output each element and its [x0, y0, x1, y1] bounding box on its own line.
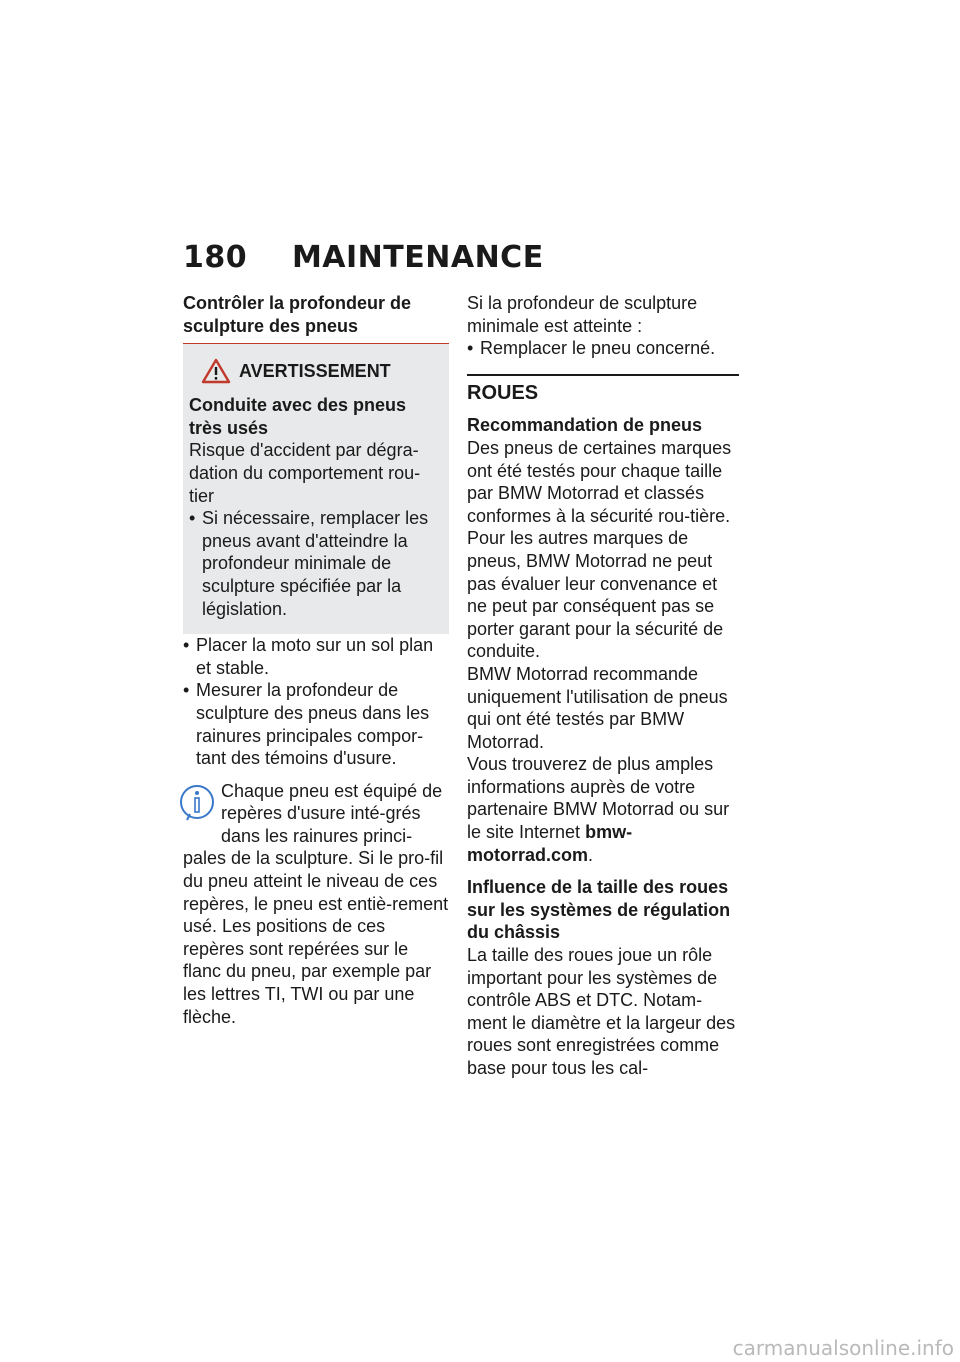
website-link[interactable]: bmw-motorrad.com: [467, 822, 633, 865]
paragraph: Des pneus de certaines marques ont été testés pour chaque taille par BMW Motorrad et classés conformes à la sécurité rou-tière. Pour les autres marques de pneus, BMW Motorrad ne peut pas évaluer leur convenance et ne peut par conséquent pas se porter garant pour la sécurité de conduite.: [467, 437, 732, 662]
warning-title: [189, 358, 441, 384]
paragraph-end: .: [588, 844, 594, 865]
watermark: carmanualsonline.info: [732, 1336, 954, 1360]
note-text: Chaque pneu est équipé de repères d'usure inté-grés dans les rainures princi-pales de la sculpture. Si le pro-fil du pneu atteint le niveau de ces repères, le pneu est entiè-rement usé. Les positions de ces repères sont repérées sur le flanc du pneu, par exemple par les lettres TI, TWI ou par une flèche.: [183, 780, 449, 1027]
warning-heading: Conduite avec des pneus très usés: [189, 395, 407, 438]
list-item: • Placer la moto sur un sol plan et stable.: [183, 634, 449, 679]
info-icon: [177, 782, 217, 826]
warning-text: Risque d'accident par dégra-dation du comportement rou-tier: [189, 440, 421, 506]
list-item: • Remplacer le pneu concerné.: [467, 337, 739, 360]
right-column: [467, 292, 739, 1080]
list-item: • Mesurer la profondeur de sculpture des pneus dans les rainures principales compor-tant des témoins d'usure.: [183, 679, 449, 769]
paragraph: La taille des roues joue un rôle important pour les systèmes de contrôle ABS et DTC. Notam-ment le diamètre et la largeur des roues sont enregistrées comme base pour tous les cal-: [467, 945, 736, 1078]
warning-bullets: [189, 507, 441, 620]
info-note: [183, 780, 449, 1029]
section-heading-roues: ROUES: [467, 374, 739, 405]
procedure-bullets: [183, 634, 449, 770]
warning-bullet: • Si nécessaire, remplacer les pneus avant d'atteindre la profondeur minimale de sculpture spécifiée par la législation.: [189, 507, 441, 620]
warning-triangle-icon: [201, 358, 231, 384]
page-header: [183, 240, 743, 275]
warning-label: AVERTISSEMENT: [239, 360, 391, 381]
section-title: MAINTENANCE: [291, 240, 544, 275]
subheading-tire-recommendation: Recommandation de pneus: [467, 415, 703, 436]
left-column: [183, 292, 449, 1028]
paragraph-text: Vous trouverez de plus amples informations auprès de votre partenaire BMW Motorrad ou sur le site Internet: [467, 754, 730, 843]
intro-bullets: [467, 337, 739, 360]
paragraph: BMW Motorrad recommande uniquement l'utilisation de pneus qui ont été testés par BMW Motorrad.: [467, 663, 728, 752]
warning-box: [183, 344, 449, 634]
paragraph: [467, 753, 739, 866]
page-number: 180: [183, 240, 248, 275]
subheading-wheel-size: Influence de la taille des roues sur les systèmes de régulation du châssis: [467, 877, 731, 943]
intro-text: Si la profondeur de sculpture minimale est atteinte :: [467, 293, 698, 336]
subheading-tread-depth: Contrôler la profondeur de sculpture des pneus: [183, 293, 412, 336]
